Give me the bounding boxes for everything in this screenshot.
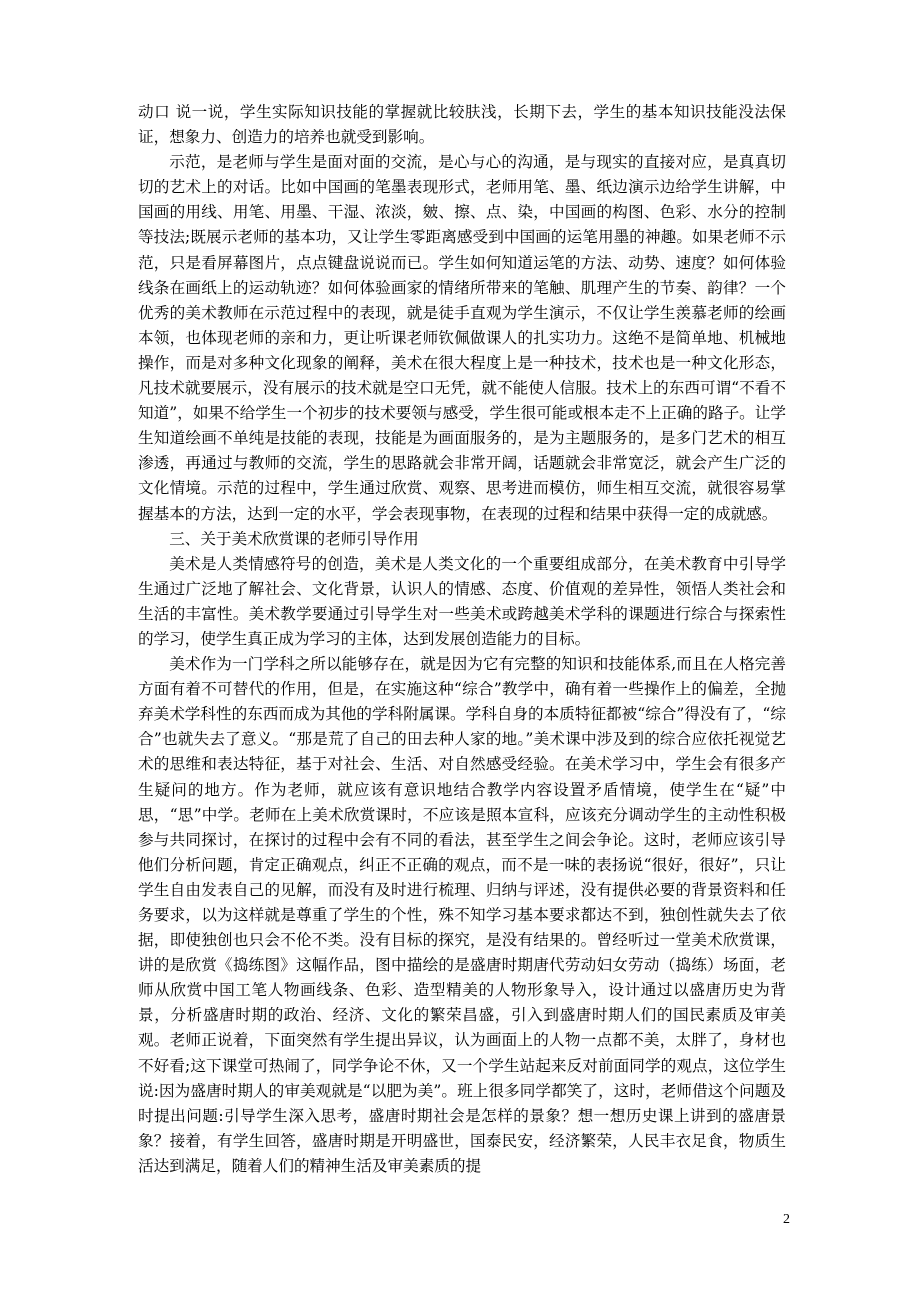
paragraph-demonstration: 示范，是老师与学生是面对面的交流，是心与心的沟通，是与现实的直接对应，是真真切切的艺术上的对话。比如中国画的笔墨表现形式，老师用笔、墨、纸边演示边给学生讲解，中国画的用线、用笔、用墨、干湿、浓淡，皴、擦、点、染，中国画的构图、色彩、水分的控制等技法;既展示老师的基本功，又让学生零距离感受到中国画的运笔用墨的神趣。如果老师不示范，只是看屏幕图片，点点键盘说说而已。学生如何知道运笔的方法、动势、速度？如何体验线条在画纸上的运动轨迹？如何体验画家的情绪所带来的笔触、肌理产生的节奏、韵律？一个优秀的美术教师在示范过程中的表现，就是徒手直观为学生演示，不仅让学生羡慕老师的绘画本领，也体现老师的亲和力，更让听课老师钦佩做课人的扎实功力。这绝不是简单地、机械地操作，而是对多种文化现象的阐释，美术在很大程度上是一种技术，技术也是一种文化形态，凡技术就要展示，没有展示的技术就是空口无凭，就不能使人信服。技术上的东西可谓“不看不知道”，如果不给学生一个初步的技术要领与感受，学生很可能或根本走不上正确的路子。让学生知道绘画不单纯是技能的表现，技能是为画面服务的，是为主题服务的，是多门艺术的相互渗透，再通过与教师的交流，学生的思路就会非常开阔，话题就会非常宽泛，就会产生广泛的文化情境。示范的过程中，学生通过欣赏、观察、思考进而模仿，师生相互交流，就很容易掌握基本的方法，达到一定的水平，学会表现事物，在表现的过程和结果中获得一定的成就感。	[138, 153, 786, 523]
page-number: 2	[783, 1212, 790, 1227]
paragraph-continuation: 动口 说一说，学生实际知识技能的掌握就比较肤浅，长期下去，学生的基本知识技能没法保证，想象力、创造力的培养也就受到影响。	[138, 103, 786, 147]
paragraph-art-culture: 美术是人类情感符号的创造，美术是人类文化的一个重要组成部分，在美术教育中引导学生通过广泛地了解社会、文化背景，认识人的情感、态度、价值观的差异性，领悟人类社会和生活的丰富性。美术教学要通过引导学生对一些美术或跨越美术学科的课题进行综合与探索性的学习，使学生真正成为学习的主体，达到发展创造能力的目标。	[138, 554, 786, 648]
body-text	[138, 100, 786, 1179]
section-heading: 三、关于美术欣赏课的老师引导作用	[169, 529, 419, 548]
paragraph-discipline: 美术作为一门学科之所以能够存在，就是因为它有完整的知识和技能体系,而且在人格完善方面有着不可替代的作用，但是，在实施这种“综合”教学中，确有着一些操作上的偏差，全抛弃美术学科性的东西而成为其他的学科附属课。学科自身的本质特征都被“综合”得没有了，“综合”也就失去了意义。“那是荒了自己的田去种人家的地。”美术课中涉及到的综合应依托视觉艺术的思维和表达特征，基于对社会、生活、对自然感受经验。在美术学习中，学生会有很多产生疑问的地方。作为老师，就应该有意识地结合教学内容设置矛盾情境，使学生在“疑”中思，“思”中学。老师在上美术欣赏课时，不应该是照本宣科，应该充分调动学生的主动性积极参与共同探讨，在探讨的过程中会有不同的看法，甚至学生之间会争论。这时，老师应该引导他们分析问题，肯定正确观点，纠正不正确的观点，而不是一味的表扬说“很好，很好”，只让学生自由发表自己的见解，而没有及时进行梳理、归纳与评述，没有提供必要的背景资料和任务要求，以为这样就是尊重了学生的个性，殊不知学习基本要求都达不到，独创性就失去了依据，即使独创也只会不伦不类。没有目标的探究，是没有结果的。曾经听过一堂美术欣赏课，讲的是欣赏《捣练图》这幅作品，图中描绘的是盛唐时期唐代劳动妇女劳动（捣练）场面，老师从欣赏中国工笔人物画线条、色彩、造型精美的人物形象导入，设计通过以盛唐历史为背景，分析盛唐时期的政治、经济、文化的繁荣昌盛，引入到盛唐时期人们的国民素质及审美观。老师正说着，下面突然有学生提出异议，认为画面上的人物一点都不美，太胖了，身材也不好看;这下课堂可热闹了，同学争论不休，又一个学生站起来反对前面同学的观点，这位学生说:因为盛唐时期人的审美观就是“以肥为美”。班上很多同学都笑了，这时，老师借这个问题及时提出问题:引导学生深入思考，盛唐时期社会是怎样的景象？想一想历史课上讲到的盛唐景象？接着，有学生回答，盛唐时期是开明盛世，国泰民安，经济繁荣，人民丰衣足食，物质生活达到满足，随着人们的精神生活及审美素质的提	[138, 655, 786, 1175]
